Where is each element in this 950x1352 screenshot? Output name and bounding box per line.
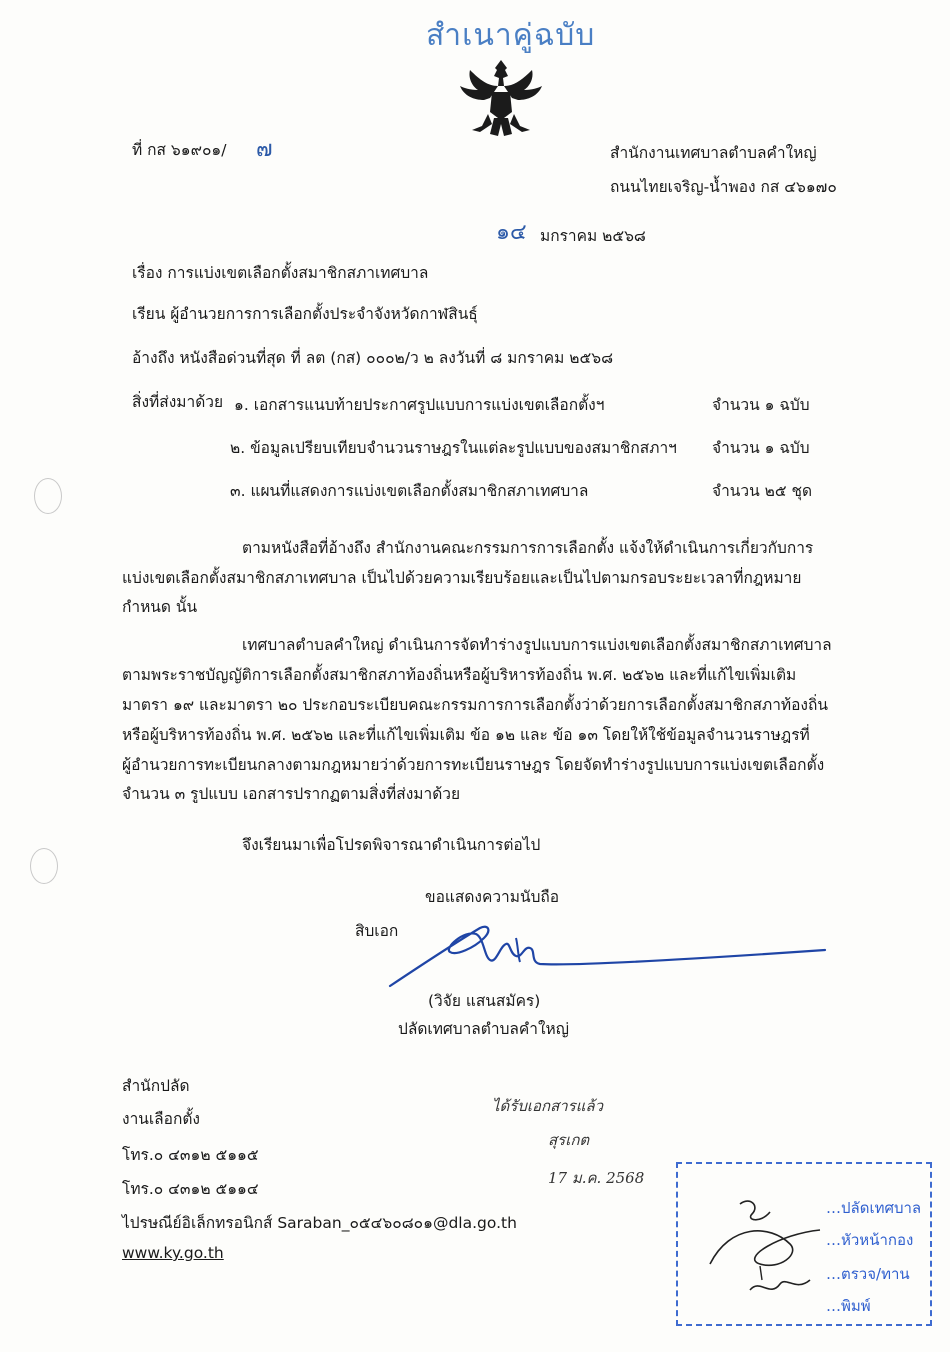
signature-icon bbox=[380, 916, 830, 996]
copy-mark: สำเนาคู่ฉบับ bbox=[426, 18, 596, 53]
stamp-line: …หัวหน้ากอง bbox=[826, 1231, 914, 1249]
doc-number: ที่ กส ๖๑๙๐๑/ bbox=[132, 141, 227, 159]
closing-request: จึงเรียนมาเพื่อโปรดพิจารณาดำเนินการต่อไป bbox=[242, 836, 541, 854]
punch-hole-top bbox=[34, 478, 62, 514]
enclosure-item: ๒. ข้อมูลเปรียบเทียบจำนวนราษฎรในแต่ละรูปแบบของสมาชิกสภาฯ bbox=[230, 439, 677, 457]
footer-phone: โทร.๐ ๔๓๑๒ ๕๑๑๔ bbox=[122, 1180, 259, 1198]
date-day-handwritten: ๑๔ bbox=[496, 220, 527, 245]
handwritten-note-line: ได้รับเอกสารแล้ว bbox=[492, 1097, 603, 1115]
enclosure-item: ๑. เอกสารแนบท้ายประกาศรูปแบบการแบ่งเขตเลือกตั้งฯ bbox=[234, 396, 605, 414]
footer-website-link[interactable]: www.ky.go.th bbox=[122, 1244, 224, 1262]
regards: ขอแสดงความนับถือ bbox=[425, 888, 560, 906]
enclosure-qty: จำนวน ๑ ฉบับ bbox=[712, 396, 810, 414]
body-paragraph-line: จำนวน ๓ รูปแบบ เอกสารปรากฏตามสิ่งที่ส่งมาด้วย bbox=[122, 785, 461, 803]
footer-email: ไปรษณีย์อิเล็กทรอนิกส์ Saraban_๐๕๔๖๐๘๐๑@dla.go.th bbox=[122, 1214, 517, 1232]
body-paragraph-line: ตามพระราชบัญญัติการเลือกตั้งสมาชิกสภาท้องถิ่นหรือผู้บริหารท้องถิ่น พ.ศ. ๒๕๖๒ และที่แก้ไขเพิ่มเติม bbox=[122, 666, 797, 684]
stamp-line: …พิมพ์ bbox=[826, 1297, 871, 1315]
doc-number-handwritten: ๗ bbox=[256, 137, 273, 162]
reference-line: อ้างถึง หนังสือด่วนที่สุด ที่ ลต (กส) ๐๐๐๒/ว ๒ ลงวันที่ ๘ มกราคม ๒๕๖๘ bbox=[132, 349, 614, 367]
body-paragraph-line: หรือผู้บริหารท้องถิ่น พ.ศ. ๒๕๖๒ และที่แก้ไขเพิ่มเติม ข้อ ๑๒ และ ข้อ ๑๓ โดยให้ใช้ข้อมูลจำนวนราษฎรที่ bbox=[122, 726, 810, 744]
stamp-line: …ปลัดเทศบาล bbox=[826, 1199, 922, 1217]
body-paragraph-line: เทศบาลตำบลคำใหญ่ ดำเนินการจัดทำร่างรูปแบบการแบ่งเขตเลือกตั้งสมาชิกสภาเทศบาล bbox=[242, 636, 832, 654]
enclosure-qty: จำนวน ๑ ฉบับ bbox=[712, 439, 810, 457]
org-address: ถนนไทยเจริญ-น้ำพอง กส ๔๖๑๗๐ bbox=[610, 178, 837, 196]
enclosure-qty: จำนวน ๒๕ ชุด bbox=[712, 482, 813, 500]
handwritten-note-line: สุรเกต bbox=[548, 1131, 590, 1149]
garuda-emblem bbox=[458, 56, 544, 140]
footer-office: สำนักปลัด bbox=[122, 1077, 190, 1095]
body-paragraph-line: ผู้อำนวยการทะเบียนกลางตามกฎหมายว่าด้วยการทะเบียนราษฎร โดยจัดทำร่างรูปแบบการแบ่งเขตเลือกตั้ง bbox=[122, 756, 825, 774]
signer-position: ปลัดเทศบาลตำบลคำใหญ่ bbox=[398, 1020, 569, 1038]
body-paragraph-line: กำหนด นั้น bbox=[122, 598, 198, 616]
body-paragraph-line: แบ่งเขตเลือกตั้งสมาชิกสภาเทศบาล เป็นไปด้วยความเรียบร้อยและเป็นไปตามกรอบระยะเวลาที่กฎหมาย bbox=[122, 569, 802, 587]
signer-name: (วิจัย แสนสมัคร) bbox=[428, 992, 541, 1010]
footer-section: งานเลือกตั้ง bbox=[122, 1110, 200, 1128]
stamp-line: …ตรวจ/ทาน bbox=[826, 1265, 910, 1283]
body-paragraph-line: ตามหนังสือที่อ้างถึง สำนักงานคณะกรรมการการเลือกตั้ง แจ้งให้ดำเนินการเกี่ยวกับการ bbox=[242, 539, 814, 557]
enclosure-item: ๓. แผนที่แสดงการแบ่งเขตเลือกตั้งสมาชิกสภาเทศบาล bbox=[230, 482, 589, 500]
org-name: สำนักงานเทศบาลตำบลคำใหญ่ bbox=[610, 144, 817, 162]
handwritten-note-line: 17 ม.ค. 2568 bbox=[548, 1169, 645, 1187]
signer-rank: สิบเอก bbox=[355, 922, 399, 940]
recipient-line: เรียน ผู้อำนวยการการเลือกตั้งประจำจังหวัดกาฬสินธุ์ bbox=[132, 305, 478, 323]
subject-line: เรื่อง การแบ่งเขตเลือกตั้งสมาชิกสภาเทศบาล bbox=[132, 264, 429, 282]
body-paragraph-line: มาตรา ๑๙ และมาตรา ๒๐ ประกอบระเบียบคณะกรรมการการเลือกตั้งว่าด้วยการเลือกตั้งสมาชิกสภาท้องถิ่น bbox=[122, 696, 828, 714]
footer-phone: โทร.๐ ๔๓๑๒ ๕๑๑๕ bbox=[122, 1146, 259, 1164]
punch-hole-bottom bbox=[30, 848, 58, 884]
date-month-year: มกราคม ๒๕๖๘ bbox=[540, 227, 646, 245]
enclosures-label: สิ่งที่ส่งมาด้วย bbox=[132, 393, 224, 411]
stamp-initials-icon bbox=[700, 1184, 830, 1314]
